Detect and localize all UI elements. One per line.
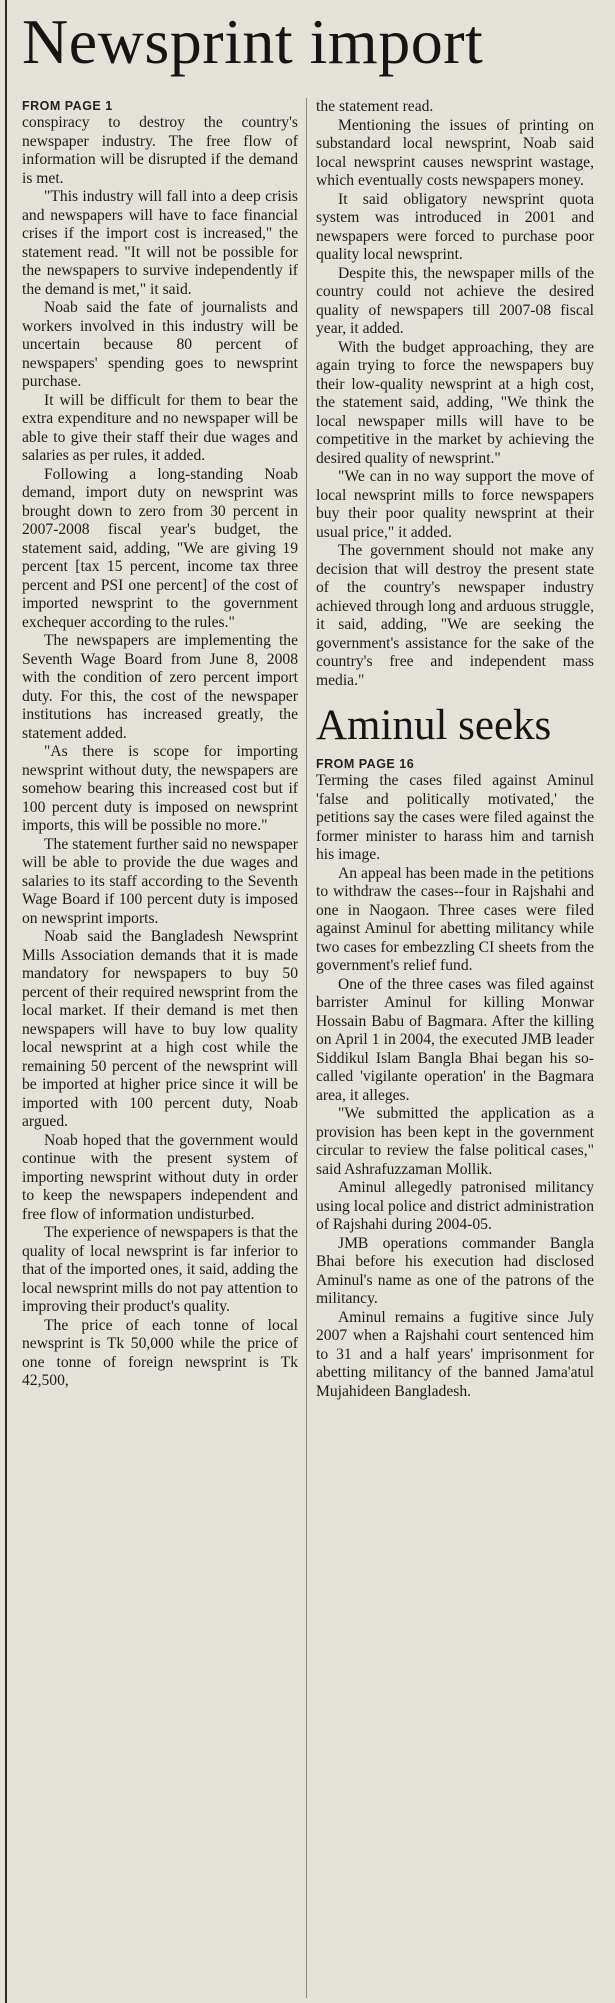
article-paragraph: Noab said the Bangladesh Newsprint Mills Association demands that it is made mandatory for newspapers to buy 50 percent of their required newsprint from the local market. If their demand is met then newspapers will have to buy low quality local newsprint at a high cost while the remaining 50 percent of the newsprint will be imported at higher price since it will be imported with 100 percent duty, Noab argued. bbox=[22, 928, 298, 1130]
article-paragraph: The experience of newspapers is that the quality of local newsprint is far inferior to that of the imported ones, it said, adding the local newsprint mills do not pay attention to improving their product's quality. bbox=[22, 1224, 298, 1315]
article-paragraph: Mentioning the issues of printing on substandard local newsprint, Noab said local newsprint causes newsprint wastage, which eventually costs newspapers money. bbox=[316, 116, 594, 189]
left-border-rule bbox=[5, 0, 7, 2003]
article-paragraph: It will be difficult for them to bear the extra expenditure and no newspaper will be able to give their staff their due wages and salaries as per rules, it added. bbox=[22, 391, 298, 464]
article-paragraph: With the budget approaching, they are again trying to force the newspapers buy their low-quality newsprint at a high cost, the statement said, adding, "We think the local newspaper mills will have to be competitive in the market by achieving the desired quality of newsprint." bbox=[316, 338, 594, 467]
article-paragraph: The price of each tonne of local newsprint is Tk 50,000 while the price of one tonne of foreign newsprint is Tk 42,500, bbox=[22, 1316, 298, 1389]
article-paragraph: Aminul allegedly patronised militancy using local police and district administration of Rajshahi during 2004-05. bbox=[316, 1179, 594, 1233]
article-paragraph: "We submitted the application as a provision has been kept in the government circular to review the false political cases," said Ashrafuzzaman Mollik. bbox=[316, 1105, 594, 1178]
left-column bbox=[22, 98, 298, 1391]
article-paragraph: "We can in no way support the move of local newsprint mills to force newspapers buy their poor quality newsprint at their usual price," it added. bbox=[316, 468, 594, 541]
article-paragraph: The government should not make any decision that will destroy the present state of the country's newspaper industry achieved through long and arduous struggle, it said, adding, "We are seeking the government's assistance for the sake of the country's free and independent mass media." bbox=[316, 542, 594, 689]
article-paragraph: Following a long-standing Noab demand, import duty on newsprint was brought down to zero from 30 percent in 2007-2008 fiscal year's budget, the statement said, adding, "We are giving 19 percent [tax 15 percent, income tax three percent and PSI one percent] of the cost of imported newsprint to the government exchequer according to the rules." bbox=[22, 465, 298, 631]
article-paragraph: Terming the cases filed against Aminul 'false and politically motivated,' the petitions say the cases were filed against the former minister to harass him and tarnish his image. bbox=[316, 772, 594, 863]
from-page-label: FROM PAGE 16 bbox=[316, 757, 415, 771]
article-paragraph: One of the three cases was filed against barrister Aminul for killing Monwar Hossain Babu of Bagmara. After the killing on April 1 in 2004, the executed JMB leader Siddikul Islam Bangla Bhai began his so-called 'vigilante operation' in the Bagmara area, it alleges. bbox=[316, 975, 594, 1104]
column-divider bbox=[306, 98, 307, 1998]
article-paragraph: JMB operations commander Bangla Bhai before his execution had disclosed Aminul's name as one of the patrons of the militancy. bbox=[316, 1234, 594, 1307]
article-paragraph: An appeal has been made in the petitions to withdraw the cases--four in Rajshahi and one in Naogaon. Three cases were filed against Aminul for abetting militancy while two cases for embezzling CI sheets from the government's relief fund. bbox=[316, 864, 594, 974]
article-paragraph: The statement further said no newspaper will be able to provide the due wages and salaries to its staff according to the Seventh Wage Board if 100 percent duty is imposed on newsprint imports. bbox=[22, 835, 298, 927]
article-paragraph: the statement read. bbox=[316, 98, 434, 115]
from-page-label: FROM PAGE 1 bbox=[22, 99, 113, 113]
headline: Newsprint import bbox=[22, 6, 484, 77]
article-paragraph: conspiracy to destroy the country's newspaper industry. The free flow of information will be disrupted if the demand is met. bbox=[22, 114, 298, 187]
article-paragraph: The newspapers are implementing the Seventh Wage Board from June 8, 2008 with the condition of zero percent import duty. For this, the cost of the newspaper institutions has increased greatly, the statement added. bbox=[22, 632, 298, 742]
article-paragraph: "As there is scope for importing newsprint without duty, the newspapers are somehow bearing this increased cost but if 100 percent duty is imposed on newsprint imports, this will be possible no more." bbox=[22, 743, 298, 834]
article-paragraph: "This industry will fall into a deep crisis and newspapers will have to face financial crises if the import cost is increased," the statement read. "It will not be possible for the newspapers to survive independently if the demand is met," it said. bbox=[22, 188, 298, 298]
second-headline: Aminul seeks bbox=[316, 702, 552, 749]
article-paragraph: Aminul remains a fugitive since July 2007 when a Rajshahi court sentenced him to 31 and a half years' imprisonment for abetting militancy of the banned Jama'atul Mujahideen Bangladesh. bbox=[316, 1308, 594, 1400]
article-paragraph: Noab said the fate of journalists and workers involved in this industry will be uncertain because 80 percent of newspapers' spending goes to newsprint purchase. bbox=[22, 299, 298, 390]
right-column bbox=[316, 98, 594, 1401]
article-paragraph: Noab hoped that the government would continue with the present system of importing newsprint without duty in order to keep the newspapers independent and free flow of information undisturbed. bbox=[22, 1131, 298, 1223]
article-paragraph: It said obligatory newsprint quota system was introduced in 2001 and newspapers were forced to purchase poor quality local newsprint. bbox=[316, 190, 594, 263]
article-paragraph: Despite this, the newspaper mills of the country could not achieve the desired quality of newspapers till 2007-08 fiscal year, it added. bbox=[316, 264, 594, 337]
